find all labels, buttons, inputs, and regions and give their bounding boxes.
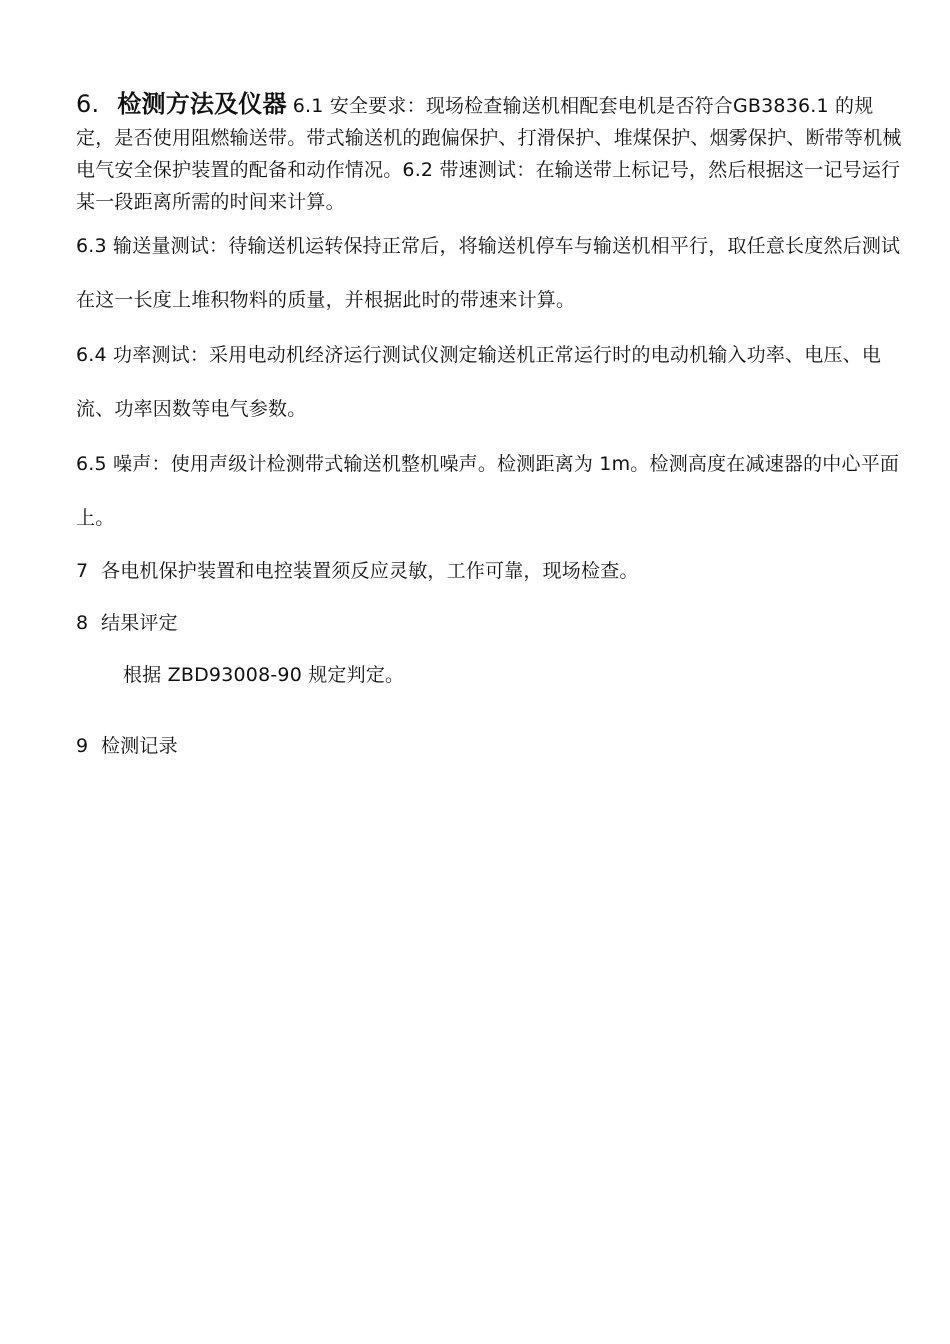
section-9-heading bbox=[76, 720, 908, 772]
section-6-title: 检测方法及仪器 bbox=[117, 90, 287, 118]
section-6-4-paragraph: 6.4 功率测试：采用电动机经济运行测试仪测定输送机正常运行时的电动机输入功率、电压、电流、功率因数等电气参数。 bbox=[76, 344, 882, 420]
document-body bbox=[76, 88, 908, 772]
section-9-title: 检测记录 bbox=[101, 735, 178, 757]
section-7-item bbox=[76, 545, 908, 597]
section-7-number: 7 bbox=[76, 560, 89, 582]
section-6-5-paragraph: 6.5 噪声：使用声级计检测带式输送机整机噪声。检测距离为 1m。检测高度在减速器的中心平面上。 bbox=[76, 453, 900, 529]
section-8-number: 8 bbox=[76, 612, 89, 634]
section-8-title: 结果评定 bbox=[101, 612, 178, 634]
section-8-heading bbox=[76, 597, 908, 649]
section-9-number: 9 bbox=[76, 735, 89, 757]
section-6-intro bbox=[76, 88, 908, 218]
section-6-number: 6. bbox=[76, 90, 100, 118]
section-6-intro-text: 6.1 安全要求：现场检查输送机相配套电机是否符合GB3836.1 的规定，是否使用阻燃输送带。带式输送机的跑偏保护、打滑保护、堆煤保护、烟雾保护、断带等机械电气安全保护装置的配备和动作情况。6.2 带速测试：在输送带上标记号，然后根据这一记号运行某一段距离所需的时间来计算。 bbox=[76, 95, 902, 213]
section-6-3-paragraph: 6.3 输送量测试：待输送机运转保持正常后，将输送机停车与输送机相平行，取任意长度然后测试在这一长度上堆积物料的质量，并根据此时的带速来计算。 bbox=[76, 235, 901, 311]
section-7-text: 各电机保护装置和电控装置须反应灵敏，工作可靠，现场检查。 bbox=[101, 560, 639, 582]
section-8-body: 根据 ZBD93008-90 规定判定。 bbox=[123, 664, 405, 686]
